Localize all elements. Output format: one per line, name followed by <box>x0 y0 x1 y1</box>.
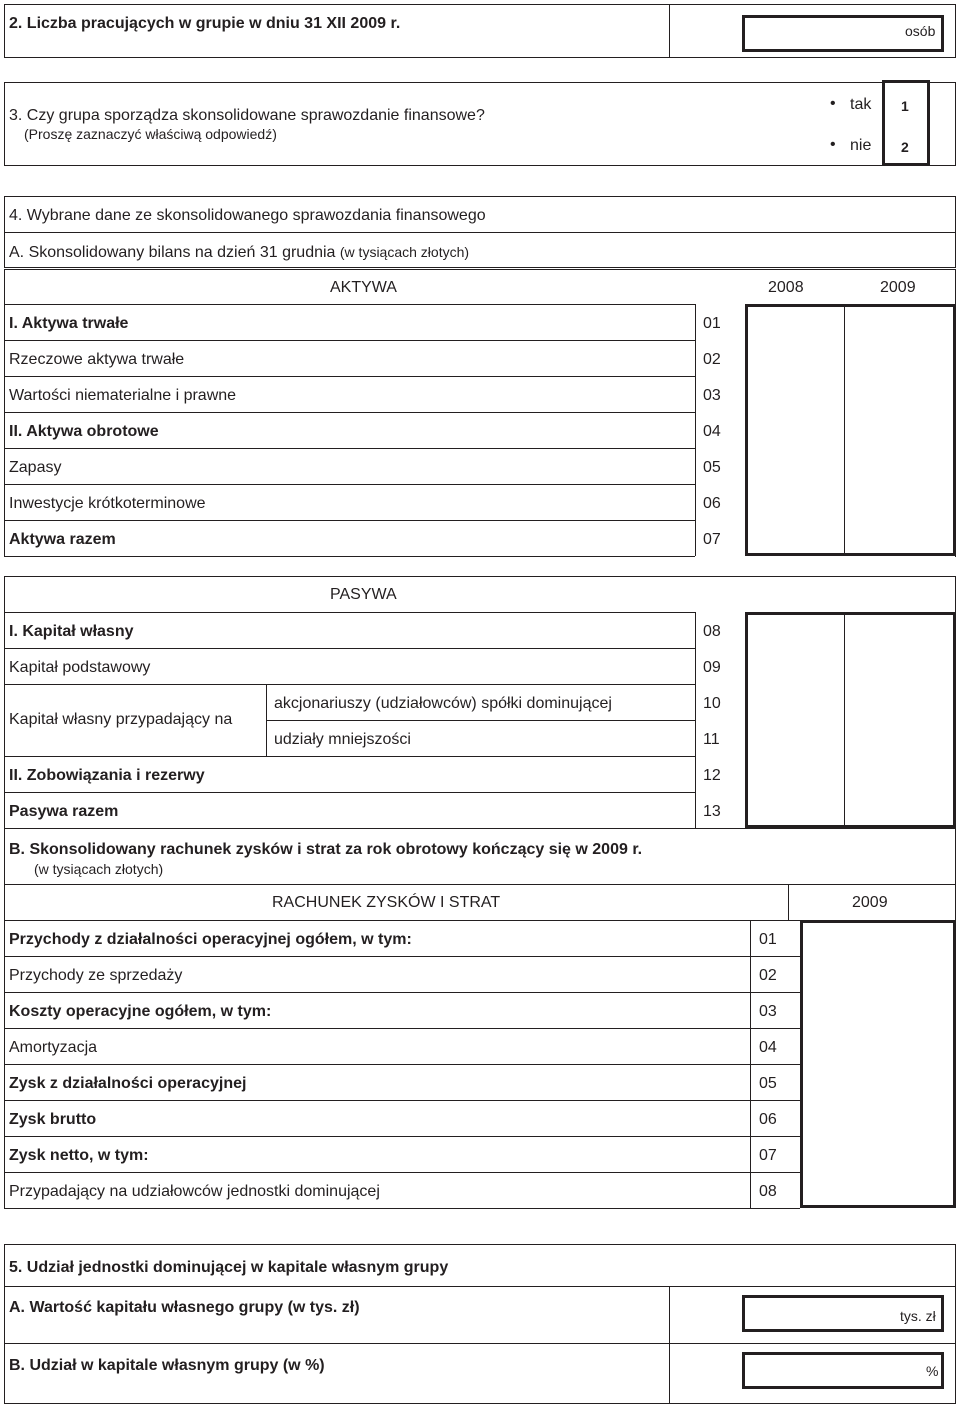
divider <box>788 884 789 920</box>
option-tak-code[interactable]: 1 <box>901 98 909 114</box>
income-row-label: Zysk netto, w tym: <box>9 1147 149 1164</box>
aktywa-value-grid[interactable] <box>745 304 956 556</box>
income-row-code: 08 <box>759 1183 777 1200</box>
income-row-label: Zysk brutto <box>9 1111 97 1128</box>
income-value-column[interactable] <box>800 920 956 1208</box>
divider <box>4 1100 800 1101</box>
aktywa-row-code: 01 <box>703 315 721 332</box>
divider <box>4 920 800 921</box>
pasywa-row-label: I. Kapitał własny <box>9 623 134 640</box>
aktywa-row-label: Aktywa razem <box>9 531 116 548</box>
income-row-label: Koszty operacyjne ogółem, w tym: <box>9 1003 272 1020</box>
pasywa-row-label: II. Zobowiązania i rezerwy <box>9 767 205 784</box>
pasywa-row-code: 12 <box>703 767 721 784</box>
income-row-code: 07 <box>759 1147 777 1164</box>
divider <box>4 1343 956 1344</box>
pasywa-sub-label: akcjonariuszy (udziałowców) spółki dominującej <box>274 695 612 712</box>
income-row-label: Przychody z działalności operacyjnej ogółem, w tym: <box>9 931 412 948</box>
income-row-label: Przypadający na udziałowców jednostki dominującej <box>9 1183 380 1200</box>
divider <box>4 884 5 920</box>
section-b-title: B. Skonsolidowany rachunek zysków i strat za rok obrotowy kończący się w 2009 r. <box>9 841 643 858</box>
divider <box>4 232 956 233</box>
income-header: RACHUNEK ZYSKÓW I STRAT <box>272 894 501 911</box>
aktywa-row-label: II. Aktywa obrotowe <box>9 423 159 440</box>
section-a-title <box>9 242 469 263</box>
option-bullet-icon: • <box>830 136 836 153</box>
divider <box>4 992 800 993</box>
aktywa-row-label: I. Aktywa trwałe <box>9 315 129 332</box>
income-row-label: Amortyzacja <box>9 1039 98 1056</box>
divider <box>4 269 956 270</box>
pasywa-value-grid[interactable] <box>745 612 956 828</box>
pasywa-header-row <box>4 576 956 612</box>
aktywa-row-code: 07 <box>703 531 721 548</box>
divider <box>4 1208 800 1209</box>
divider <box>750 920 751 1208</box>
divider <box>4 304 695 305</box>
section-a-title-text: A. Skonsolidowany bilans na dzień 31 grudnia <box>9 244 336 261</box>
section-a-note: (w tysiącach złotych) <box>339 244 470 260</box>
divider <box>4 1286 956 1287</box>
divider <box>4 684 695 685</box>
income-row-code: 01 <box>759 931 777 948</box>
divider <box>844 612 845 828</box>
section-b-note: (w tysiącach złotych) <box>34 861 164 877</box>
divider <box>4 884 956 885</box>
income-row-code: 06 <box>759 1111 777 1128</box>
divider <box>4 828 5 884</box>
q5-b-label: B. Udział w kapitale własnym grupy (w %) <box>9 1357 325 1374</box>
aktywa-row-code: 02 <box>703 351 721 368</box>
option-tak-label: tak <box>850 96 872 113</box>
divider <box>4 612 695 613</box>
divider <box>4 756 695 757</box>
divider <box>4 1136 800 1137</box>
year-2008-header: 2008 <box>768 279 804 296</box>
pasywa-row-code: 13 <box>703 803 721 820</box>
divider <box>4 792 695 793</box>
pasywa-row-code: 08 <box>703 623 721 640</box>
divider <box>4 576 5 828</box>
divider <box>266 720 695 721</box>
aktywa-row-label: Wartości niematerialne i prawne <box>9 387 237 404</box>
q2-label: 2. Liczba pracujących w grupie w dniu 31 XII 2009 r. <box>9 15 401 32</box>
income-row-code: 04 <box>759 1039 777 1056</box>
pasywa-sub-label: udziały mniejszości <box>274 731 411 748</box>
q3-hint: (Proszę zaznaczyć właściwą odpowiedź) <box>24 126 277 142</box>
income-row-code: 02 <box>759 967 777 984</box>
divider <box>4 448 695 449</box>
divider <box>669 1286 670 1404</box>
divider <box>4 340 695 341</box>
divider <box>4 648 695 649</box>
divider <box>695 304 696 556</box>
income-row-code: 05 <box>759 1075 777 1092</box>
divider <box>4 556 695 557</box>
q5-a-label: A. Wartość kapitału własnego grupy (w tys. zł) <box>9 1299 360 1316</box>
divider <box>695 612 696 828</box>
aktywa-row-label: Inwestycje krótkoterminowe <box>9 495 206 512</box>
income-year-header: 2009 <box>852 894 888 911</box>
aktywa-row-code: 04 <box>703 423 721 440</box>
aktywa-row-code: 05 <box>703 459 721 476</box>
pasywa-row-code: 11 <box>703 731 720 748</box>
income-row-code: 03 <box>759 1003 777 1020</box>
pasywa-row-label: Kapitał własny przypadający na <box>9 711 233 728</box>
aktywa-row-code: 06 <box>703 495 721 512</box>
aktywa-row-code: 03 <box>703 387 721 404</box>
aktywa-row-label: Rzeczowe aktywa trwałe <box>9 351 185 368</box>
q5-a-unit: tys. zł <box>900 1308 936 1324</box>
q4-label: 4. Wybrane dane ze skonsolidowanego sprawozdania finansowego <box>9 207 486 224</box>
divider <box>4 920 5 1208</box>
divider <box>4 520 695 521</box>
option-bullet-icon: • <box>830 95 836 112</box>
pasywa-row-label: Pasywa razem <box>9 803 119 820</box>
option-nie-label: nie <box>850 137 872 154</box>
divider <box>844 304 845 556</box>
divider <box>4 484 695 485</box>
divider <box>4 376 695 377</box>
q5-label: 5. Udział jednostki dominującej w kapitale własnym grupy <box>9 1259 449 1276</box>
income-row-label: Zysk z działalności operacyjnej <box>9 1075 247 1092</box>
divider <box>4 1172 800 1173</box>
option-nie-code[interactable]: 2 <box>901 139 909 155</box>
q5-b-input-box[interactable] <box>742 1352 944 1389</box>
pasywa-header: PASYWA <box>330 586 397 603</box>
q5-b-unit: % <box>926 1363 939 1379</box>
aktywa-header: AKTYWA <box>330 279 397 296</box>
year-2009-header: 2009 <box>880 279 916 296</box>
divider <box>955 884 956 920</box>
pasywa-row-code: 09 <box>703 659 721 676</box>
divider <box>4 1064 800 1065</box>
pasywa-row-label: Kapitał podstawowy <box>9 659 151 676</box>
pasywa-row-code: 10 <box>703 695 721 712</box>
divider <box>4 956 800 957</box>
aktywa-row-label: Zapasy <box>9 459 62 476</box>
q2-unit: osób <box>905 23 936 39</box>
divider <box>4 412 695 413</box>
divider <box>4 1028 800 1029</box>
divider <box>4 269 5 557</box>
q3-label: 3. Czy grupa sporządza skonsolidowane sprawozdanie finansowe? <box>9 107 485 124</box>
income-row-label: Przychody ze sprzedaży <box>9 967 183 984</box>
